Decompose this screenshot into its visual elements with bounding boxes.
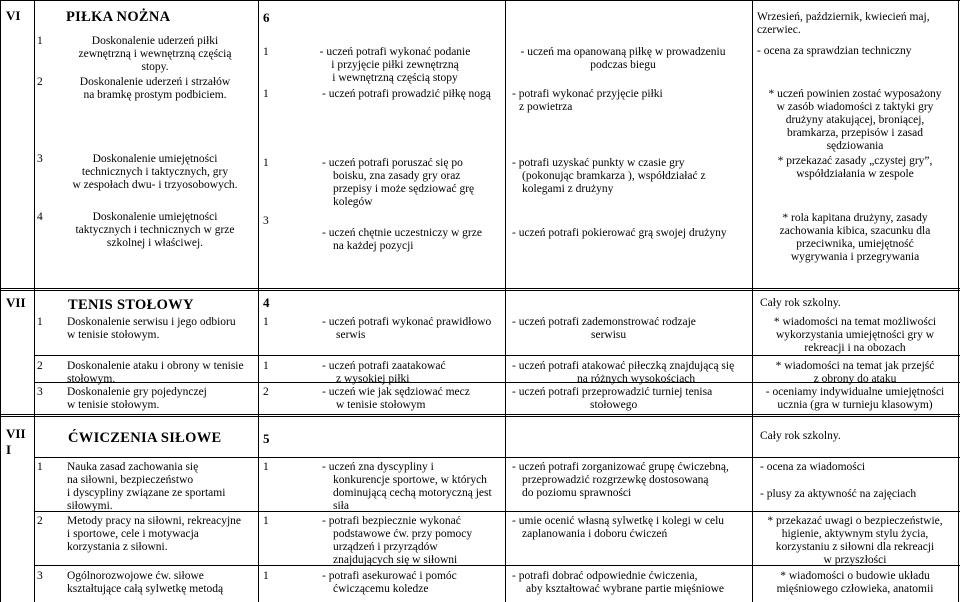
requirement-number: 1 [263,157,269,169]
row-divider [0,416,960,417]
requirement-text: - uczeń zna dyscypliny i [322,461,434,473]
advanced-text: - potrafi wykonać przyjęcie piłki [512,88,663,100]
requirement-text: - uczeń potrafi wykonać prawidłowo [322,316,492,328]
note-text: współdziałania w zespole [796,168,914,180]
goal-text: w tenisie stołowym. [67,399,160,411]
advanced-text: stołowego [590,399,638,411]
goal-text: siłowymi. [67,500,113,512]
requirement-number: 1 [263,570,269,582]
advanced-text: zaplanowania i doboru ćwiczeń [522,528,668,540]
advanced-text: - potrafi uzyskać punkty w czasie gry [512,157,685,169]
goal-text: w zespołach dwu- i trzyosobowych. [72,179,238,191]
advanced-text: - uczeń potrafi przeprowadzić turniej tenisa [512,386,713,398]
goal-number: 4 [37,211,43,223]
advanced-text: serwisu [591,329,627,341]
requirement-number: 2 [263,386,269,398]
advanced-text: - uczeń potrafi atakować piłeczką znajdującą się [512,360,735,372]
row-divider [0,414,960,415]
advanced-text: - potrafi dobrać odpowiednie ćwiczenia, [512,570,698,582]
goal-text: Metody pracy na siłowni, rekreacyjne [67,515,242,527]
note-text: * przekazać uwagi o bezpieczeństwie, [767,515,943,527]
advanced-text: - uczeń ma opanowaną piłkę w prowadzeniu [520,46,726,58]
advanced-text: podczas biegu [590,59,656,71]
goal-text: Doskonalenie umiejętności [92,153,218,165]
requirement-text: dominującą cechą motoryczną jest [333,487,492,499]
note-text: * wiadomości o budowie układu [780,570,930,582]
requirement-text: - uczeń wie jak sędziować mecz [322,386,470,398]
hours-count: 6 [263,10,270,25]
note-text: wygrywania i przegrywania [790,251,920,263]
goal-text: Ogólnorozwojowe ćw. siłowe [67,570,204,582]
advanced-text: - uczeń potrafi zademonstrować rodzaje [512,316,696,328]
note-text: * rola kapitana drużyny, zasady [782,212,928,224]
goal-number: 3 [37,386,43,398]
requirement-text: - uczeń chętnie uczestniczy w grze [322,227,482,239]
goal-number: 2 [37,360,43,372]
goal-text: stopy. [141,61,169,73]
term-text: Cały rok szkolny. [760,297,841,309]
goal-text: w tenisie stołowym. [67,329,160,341]
row-divider [0,288,960,289]
goal-text: technicznych i taktycznych, gry [81,166,229,178]
section-title: PIŁKA NOŻNA [66,9,171,25]
requirement-number: 3 [263,215,269,227]
goal-text: Doskonalenie ataku i obrony w tenisie [67,360,244,372]
section-number: VI [6,8,21,23]
goal-number: 3 [37,153,43,165]
note-text: z obrony do ataku [813,373,897,385]
requirement-text: - potrafi bezpiecznie wykonać [322,515,461,527]
requirement-number: 1 [263,360,269,372]
advanced-text: przeprowadzić rozgrzewkę dostosowaną [522,474,709,486]
requirement-text: z wysokiej piłki [336,373,410,385]
requirement-text: w tenisie stołowym [336,399,426,411]
section-title: TENIS STOŁOWY [68,297,194,313]
advanced-text: na różnych wysokościach [577,373,696,385]
goal-number: 1 [37,316,43,328]
note-text: * przekazać zasady „czystej gry”, [777,155,933,167]
requirement-text: znajdujących się w siłowni [333,554,458,566]
note-text: - plusy za aktywność na zajęciach [760,488,917,500]
sub-row-line [34,457,960,458]
goal-text: korzystania z siłowni. [67,541,168,553]
note-text: zachowania kibica, szacunku dla [779,225,931,237]
requirement-text: boisku, zna zasady gry oraz [333,170,461,182]
goal-text: szkolnej i właściwej. [106,237,204,249]
requirement-number: 1 [263,515,269,527]
goal-number: 2 [37,515,43,527]
hours-count: 4 [263,295,270,310]
requirement-text: ćwiczącemu koledze [333,583,429,595]
row-divider [0,290,960,291]
advanced-text: aby kształtować wybrane partie mięśniowe [526,583,724,595]
goal-text: Doskonalenie uderzeń piłki [91,35,219,47]
goal-number: 1 [37,461,43,473]
term-text: czerwiec. [757,24,801,36]
goal-text: Nauka zasad zachowania się [67,461,199,473]
note-text: w zasób wiadomości z taktyki gry [776,101,934,113]
requirement-text: podstawowe ćw. przy pomocy [333,528,473,540]
requirement-text: - uczeń potrafi poruszać się po [322,157,463,169]
section-number: I [6,442,12,457]
note-text: higienie, aktywnym stylu życia, [781,528,929,540]
note-text: ucznia (gra w turnieju klasowym) [777,399,933,411]
note-text: w przyszłości [823,554,887,566]
note-text: wykorzystania umiejętności gry w [775,329,935,341]
note-text: drużyny atakującej, broniącej, [785,114,925,126]
sub-row-line [34,511,960,512]
goal-text: kształtujące całą sylwetkę metodą [67,583,224,595]
requirement-text: - uczeń potrafi wykonać podanie [319,46,471,58]
goal-text: stołowym. [67,373,116,385]
requirement-text: i wewnętrzną częścią stopy [332,72,458,84]
requirement-text: - uczeń potrafi zaatakować [322,360,446,372]
goal-text: Doskonalenie serwisu i jego odbioru [67,316,236,328]
hours-count: 5 [263,431,270,446]
goal-text: i sportowe, cele i motywacja [67,528,199,540]
goal-text: i dyscypliny związane ze sportami [67,487,226,499]
goal-text: taktycznych i technicznych w grze [75,224,235,236]
requirement-number: 1 [263,461,269,473]
requirement-text: urządzeń i przyrządów [333,541,438,553]
term-text: Wrzesień, październik, kwiecień maj, [757,11,930,23]
section-title: ĆWICZENIA SIŁOWE [68,430,222,446]
goal-text: zewnętrzną i wewnętrzną częścią [78,48,232,60]
note-text: - ocena za sprawdzian techniczny [757,45,912,57]
advanced-text: - uczeń potrafi zorganizować grupę ćwiczebną, [512,461,729,473]
goal-number: 2 [37,76,43,88]
advanced-text: - uczeń potrafi pokierować grą swojej drużyny [512,227,727,239]
note-text: mięśniowego człowieka, anatomii [776,583,934,595]
goal-text: Doskonalenie gry pojedynczej [67,386,207,398]
requirement-text: kolegów [333,196,373,208]
goal-text: Doskonalenie umiejętności [92,211,218,223]
section-number: VII [6,295,26,310]
advanced-text: do poziomu sprawności [522,487,632,499]
goal-text: na bramkę prostym podbiciem. [83,89,227,101]
term-text: Cały rok szkolny. [760,430,841,442]
table-border-top [0,0,960,1]
advanced-text: kolegami z drużyny [522,183,614,195]
note-text: * wiadomości na temat jak przejść [775,360,935,372]
requirement-text: konkurencje sportowe, w których [333,474,487,486]
note-text: korzystaniu z siłowni dla rekreacji [775,541,935,553]
note-text: rekreacji i na obozach [804,342,906,354]
advanced-text: - umie ocenić własną sylwetkę i kolegi w celu [512,515,725,527]
advanced-text: (pokonując bramkarza ), współdziałać z [522,170,706,182]
note-text: - ocena za wiadomości [760,461,866,473]
goal-number: 3 [37,570,43,582]
note-text: - oceniamy indywidualne umiejętności [765,386,945,398]
table-border-left [0,0,1,602]
requirement-text: - potrafi asekurować i pomóc [322,570,457,582]
requirement-text: - uczeń potrafi prowadzić piłkę nogą [322,88,491,100]
note-text: przeciwnika, umiejętność [796,238,914,250]
note-text: bramkarza, przepisów i zasad [786,127,924,139]
sub-row-line [34,355,960,356]
note-text: * uczeń powinien zostać wyposażony [768,88,942,100]
goal-number: 1 [37,35,43,47]
note-text: * wiadomości na temat możliwości [773,316,937,328]
requirement-text: serwis [336,329,366,341]
requirement-text: i przyjęcie piłki zewnętrzną [331,59,459,71]
requirement-text: siła [333,500,349,512]
requirement-number: 1 [263,46,269,58]
goal-text: Doskonalenie uderzeń i strzałów [79,76,231,88]
goal-text: na siłowni, bezpieczeństwo [67,474,194,486]
requirement-number: 1 [263,88,269,100]
requirement-text: przepisy i może sędziować grę [333,183,475,195]
requirement-number: 1 [263,316,269,328]
note-text: sędziowania [826,140,884,152]
section-number: VII [6,426,26,441]
requirement-text: na każdej pozycji [333,240,414,252]
advanced-text: z powietrza [519,101,573,113]
